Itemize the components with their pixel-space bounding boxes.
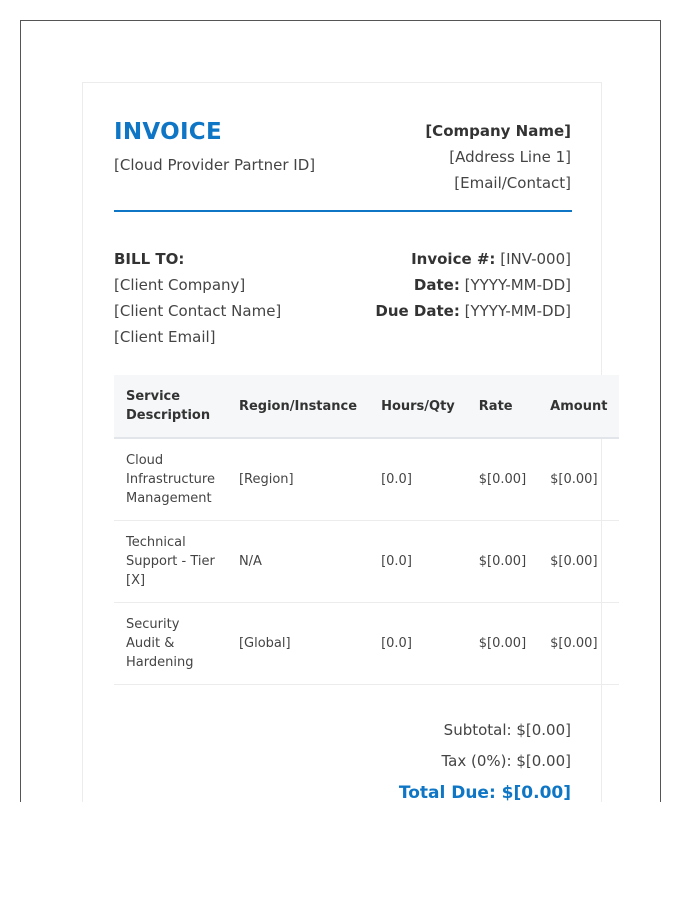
company-address: [Address Line 1] — [449, 148, 571, 166]
invoice-date-value: [YYYY-MM-DD] — [464, 276, 571, 294]
cell-description: Security Audit & Hardening — [114, 603, 227, 685]
tax-line: Tax (0%): $[0.00] — [441, 752, 571, 770]
due-date-value: [YYYY-MM-DD] — [464, 302, 571, 320]
cell-region: [Global] — [227, 603, 369, 685]
cell-hours: [0.0] — [369, 521, 467, 603]
client-company: [Client Company] — [114, 276, 246, 294]
invoice-meta — [375, 246, 571, 324]
table-row — [114, 438, 619, 521]
invoice-title: INVOICE — [114, 119, 223, 145]
invoice-number-label: Invoice #: — [411, 250, 496, 268]
client-contact: [Client Contact Name] — [114, 302, 282, 320]
column-header-amount: Amount — [538, 375, 619, 438]
column-header-rate: Rate — [467, 375, 538, 438]
services-table — [114, 375, 619, 685]
table-row — [114, 603, 619, 685]
cell-amount: $[0.00] — [538, 603, 619, 685]
due-date-line — [375, 298, 571, 324]
cell-region: N/A — [227, 521, 369, 603]
document-frame — [20, 20, 661, 802]
cell-rate: $[0.00] — [467, 603, 538, 685]
table-row — [114, 521, 619, 603]
invoice-date-line — [375, 272, 571, 298]
cell-hours: [0.0] — [369, 438, 467, 521]
invoice-number-value: [INV-000] — [500, 250, 571, 268]
column-header-description: Service Description — [114, 375, 227, 438]
cell-region: [Region] — [227, 438, 369, 521]
table-header-row — [114, 375, 619, 438]
column-header-hours: Hours/Qty — [369, 375, 467, 438]
cell-rate: $[0.00] — [467, 521, 538, 603]
due-date-label: Due Date: — [375, 302, 460, 320]
invoice-sheet — [82, 82, 608, 802]
cell-hours: [0.0] — [369, 603, 467, 685]
cell-amount: $[0.00] — [538, 521, 619, 603]
cell-description: Cloud Infrastructure Management — [114, 438, 227, 521]
bill-to-block — [114, 246, 281, 350]
bill-to-heading: BILL TO: — [114, 250, 185, 268]
subtotal: Subtotal: $[0.00] — [443, 721, 571, 739]
cell-amount: $[0.00] — [538, 438, 619, 521]
invoice-number-line — [375, 246, 571, 272]
column-header-region: Region/Instance — [227, 375, 369, 438]
partner-id: [Cloud Provider Partner ID] — [114, 156, 316, 174]
header-divider — [114, 210, 572, 212]
totals-block — [399, 715, 571, 802]
cell-description: Technical Support - Tier [X] — [114, 521, 227, 603]
client-email: [Client Email] — [114, 328, 216, 346]
total-due: Total Due: $[0.00] — [398, 783, 571, 802]
company-contact: [Email/Contact] — [454, 174, 571, 192]
company-name: [Company Name] — [425, 122, 571, 140]
cell-rate: $[0.00] — [467, 438, 538, 521]
invoice-date-label: Date: — [413, 276, 460, 294]
company-info — [425, 118, 571, 196]
